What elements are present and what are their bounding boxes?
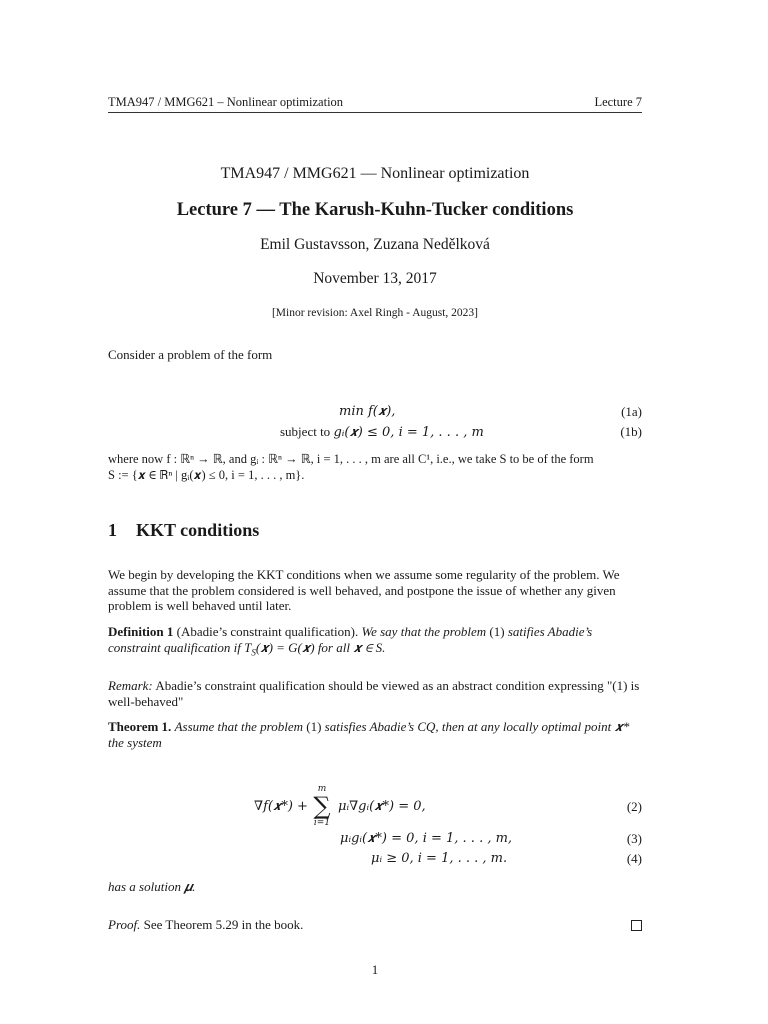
where-line-1: where now f : ℝⁿ → ℝ, and gᵢ : ℝⁿ → ℝ, i = 1, . . . , m are all C¹, i.e., we take S to be of the form <box>108 452 594 466</box>
section-number: 1 <box>108 520 117 540</box>
section-title: KKT conditions <box>136 520 260 540</box>
equation-1b-number: (1b) <box>620 424 642 439</box>
equation-3-body: μᵢgᵢ(𝒙*) = 0, i = 1, . . . , m, <box>340 831 513 846</box>
lecture-title: Lecture 7 — The Karush-Kuhn-Tucker conditions <box>176 200 574 220</box>
theorem-1 <box>108 719 642 750</box>
equation-1b-prefix: subject to <box>280 424 334 439</box>
equation-2 <box>108 784 642 830</box>
revision-note: [Minor revision: Axel Ringh - August, 2023] <box>271 307 479 319</box>
definition-text-b: satifies Abadie’s constraint qualification if T <box>108 624 593 655</box>
course-line: TMA947 / MMG621 — Nonlinear optimization <box>220 165 530 182</box>
page-number: 1 <box>371 962 379 977</box>
equation-4-number: (4) <box>626 851 642 866</box>
equation-2-right: μᵢ∇gᵢ(𝒙*) = 0, <box>338 799 426 814</box>
authors: Emil Gustavsson, Zuzana Nedělková <box>260 236 490 253</box>
theorem-text-b: satisfies Abadie’s CQ, then at any locally optimal point 𝒙* the system <box>108 719 630 750</box>
sum-symbol: ∑ <box>313 792 331 820</box>
equation-3 <box>108 831 642 849</box>
running-header-left: TMA947 / MMG621 – Nonlinear optimization <box>108 95 344 109</box>
remark-label: Remark: <box>108 678 153 693</box>
equation-3-number: (3) <box>626 831 642 846</box>
running-header <box>108 95 642 110</box>
where-paragraph <box>108 452 642 483</box>
definition-text-a: We say that the problem <box>361 624 487 639</box>
proof <box>108 917 642 933</box>
definition-text-c: (𝒙) = G(𝒙) for all 𝒙 ∈ S. <box>255 639 386 655</box>
proof-label: Proof. <box>108 917 141 932</box>
theorem-ref: (1) <box>306 719 322 734</box>
section-intro-paragraph: We begin by developing the KKT conditions when we assume some regularity of the problem. We assume that the problem considered is well behaved, and postpone the issue of whether any given problem is well behaved until later. <box>108 567 620 613</box>
sum-operator <box>310 784 334 828</box>
equation-2-number: (2) <box>626 799 642 814</box>
has-solution-text: has a solution 𝝁. <box>108 879 196 894</box>
date: November 13, 2017 <box>313 270 437 287</box>
sum-upper-limit: m <box>317 784 327 794</box>
header-rule <box>108 112 642 113</box>
theorem-text-a: Assume that the problem <box>174 719 303 734</box>
section-heading <box>108 520 259 541</box>
equation-1b <box>108 424 642 442</box>
where-line-2: S := {𝒙 ∈ ℝⁿ | gᵢ(𝒙) ≤ 0, i = 1, . . . , m}. <box>108 467 305 482</box>
theorem-label: Theorem 1. <box>108 719 172 734</box>
equation-2-left: ∇f(𝒙*) + <box>254 799 308 814</box>
definition-ref: (1) <box>489 624 505 639</box>
definition-label: Definition 1 <box>108 624 174 639</box>
equation-1b-body: gᵢ(𝒙) ≤ 0, i = 1, . . . , m <box>333 425 484 440</box>
equation-4-body: μᵢ ≥ 0, i = 1, . . . , m. <box>371 851 508 866</box>
sum-lower-limit: i=1 <box>313 818 331 828</box>
intro-paragraph: Consider a problem of the form <box>108 347 273 362</box>
definition-name: (Abadie’s constraint qualification). <box>176 624 359 639</box>
equation-1a-body: min f(𝒙), <box>339 404 396 419</box>
remark-text: Abadie’s constraint qualification should be viewed as an abstract condition expressing "(1) is well-behaved" <box>108 678 640 709</box>
equation-1a <box>108 404 642 422</box>
running-header-right: Lecture 7 <box>594 95 642 109</box>
qed-symbol <box>631 920 642 931</box>
equation-4 <box>108 851 642 869</box>
equation-1a-number: (1a) <box>621 404 642 419</box>
definition-1: Definition 1 (Abadie’s constraint qualification). We say that the problem (1) satifies Abadie’s constraint qualification if $T_S(𝒙)$ = G(𝒙) for all 𝒙 ∈ S. <box>108 624 593 658</box>
proof-text: See Theorem 5.29 in the book. <box>143 917 304 932</box>
remark <box>108 678 642 709</box>
